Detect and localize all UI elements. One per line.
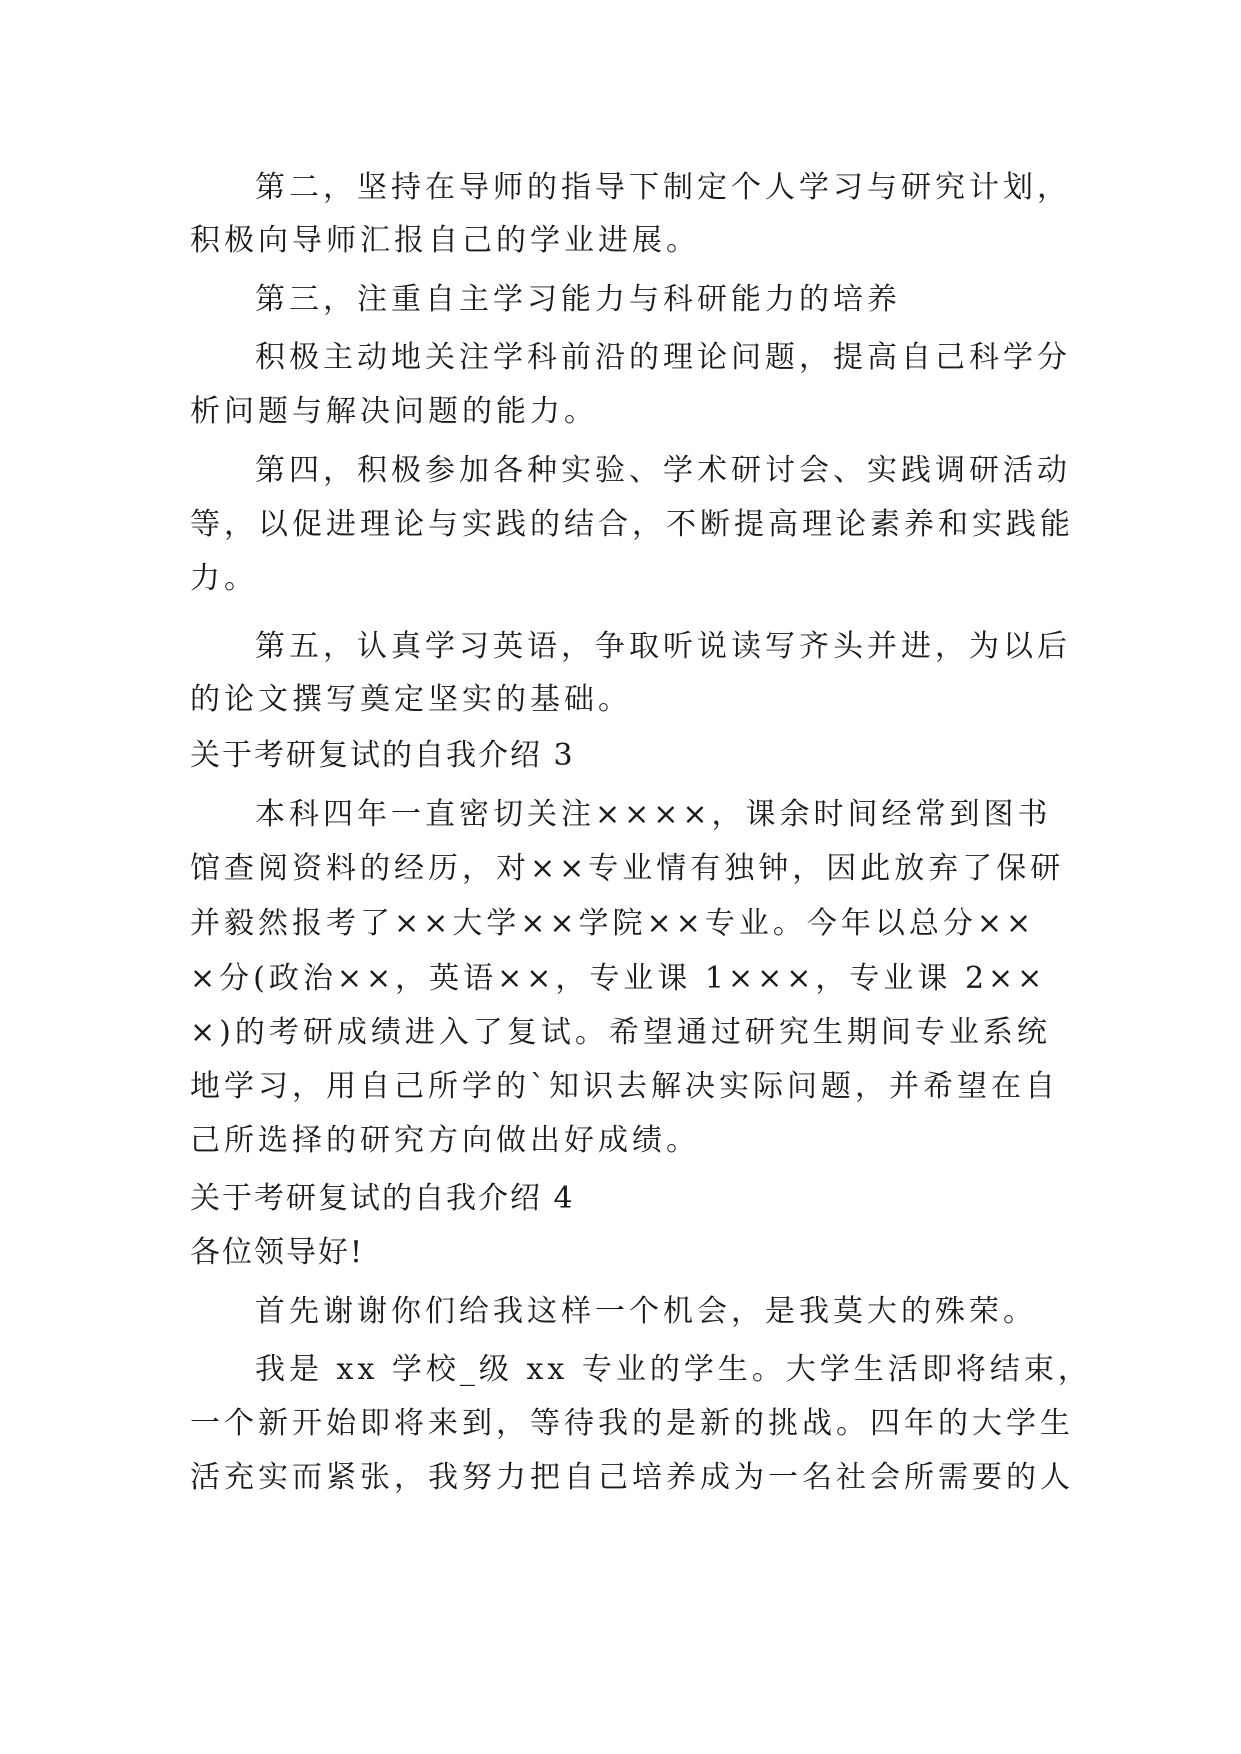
greeting-line: 各位领导好! — [190, 1235, 365, 1270]
paragraph-line: 己所选择的研究方向做出好成绩。 — [190, 1123, 700, 1158]
section-heading: 关于考研复试的自我介绍 3 — [190, 738, 575, 773]
paragraph-line: ×)的考研成绩进入了复试。希望通过研究生期间专业系统 — [190, 1015, 1051, 1050]
paragraph-line: 第三，注重自主学习能力与科研能力的培养 — [255, 282, 901, 317]
section-heading: 关于考研复试的自我介绍 4 — [190, 1181, 575, 1216]
paragraph-line: 并毅然报考了××大学××学院××专业。今年以总分×× — [190, 906, 1036, 941]
paragraph-line: 一个新开始即将来到，等待我的是新的挑战。四年的大学生 — [190, 1406, 1074, 1441]
paragraph-line: 第四，积极参加各种实验、学术研讨会、实践调研活动 — [255, 453, 1071, 488]
paragraph-line: 积极主动地关注学科前沿的理论问题，提高自己科学分 — [255, 340, 1071, 375]
paragraph-line: 地学习，用自己所学的`知识去解决实际问题，并希望在自 — [190, 1069, 1059, 1104]
paragraph-line: 第五，认真学习英语，争取听说读写齐头并进，为以后 — [255, 629, 1071, 664]
paragraph-line: 我是 xx 学校_级 xx 专业的学生。大学生活即将结束， — [255, 1352, 1092, 1387]
paragraph-line: 析问题与解决问题的能力。 — [190, 394, 598, 429]
paragraph-line: 力。 — [190, 561, 258, 596]
paragraph-line: 积极向导师汇报自己的学业进展。 — [190, 223, 700, 258]
paragraph-line: 等，以促进理论与实践的结合，不断提高理论素养和实践能 — [190, 507, 1074, 542]
paragraph-line: ×分(政治××，英语××，专业课 1×××，专业课 2×× — [190, 961, 1047, 996]
paragraph-line: 首先谢谢你们给我这样一个机会，是我莫大的殊荣。 — [255, 1294, 1037, 1329]
paragraph-line: 第二，坚持在导师的指导下制定个人学习与研究计划， — [255, 170, 1071, 205]
paragraph-line: 活充实而紧张，我努力把自己培养成为一名社会所需要的人 — [190, 1460, 1074, 1495]
paragraph-line: 本科四年一直密切关注××××，课余时间经常到图书 — [255, 797, 1052, 832]
paragraph-line: 馆查阅资料的经历，对××专业情有独钟，因此放弃了保研 — [190, 851, 1065, 886]
paragraph-line: 的论文撰写奠定坚实的基础。 — [190, 682, 632, 717]
